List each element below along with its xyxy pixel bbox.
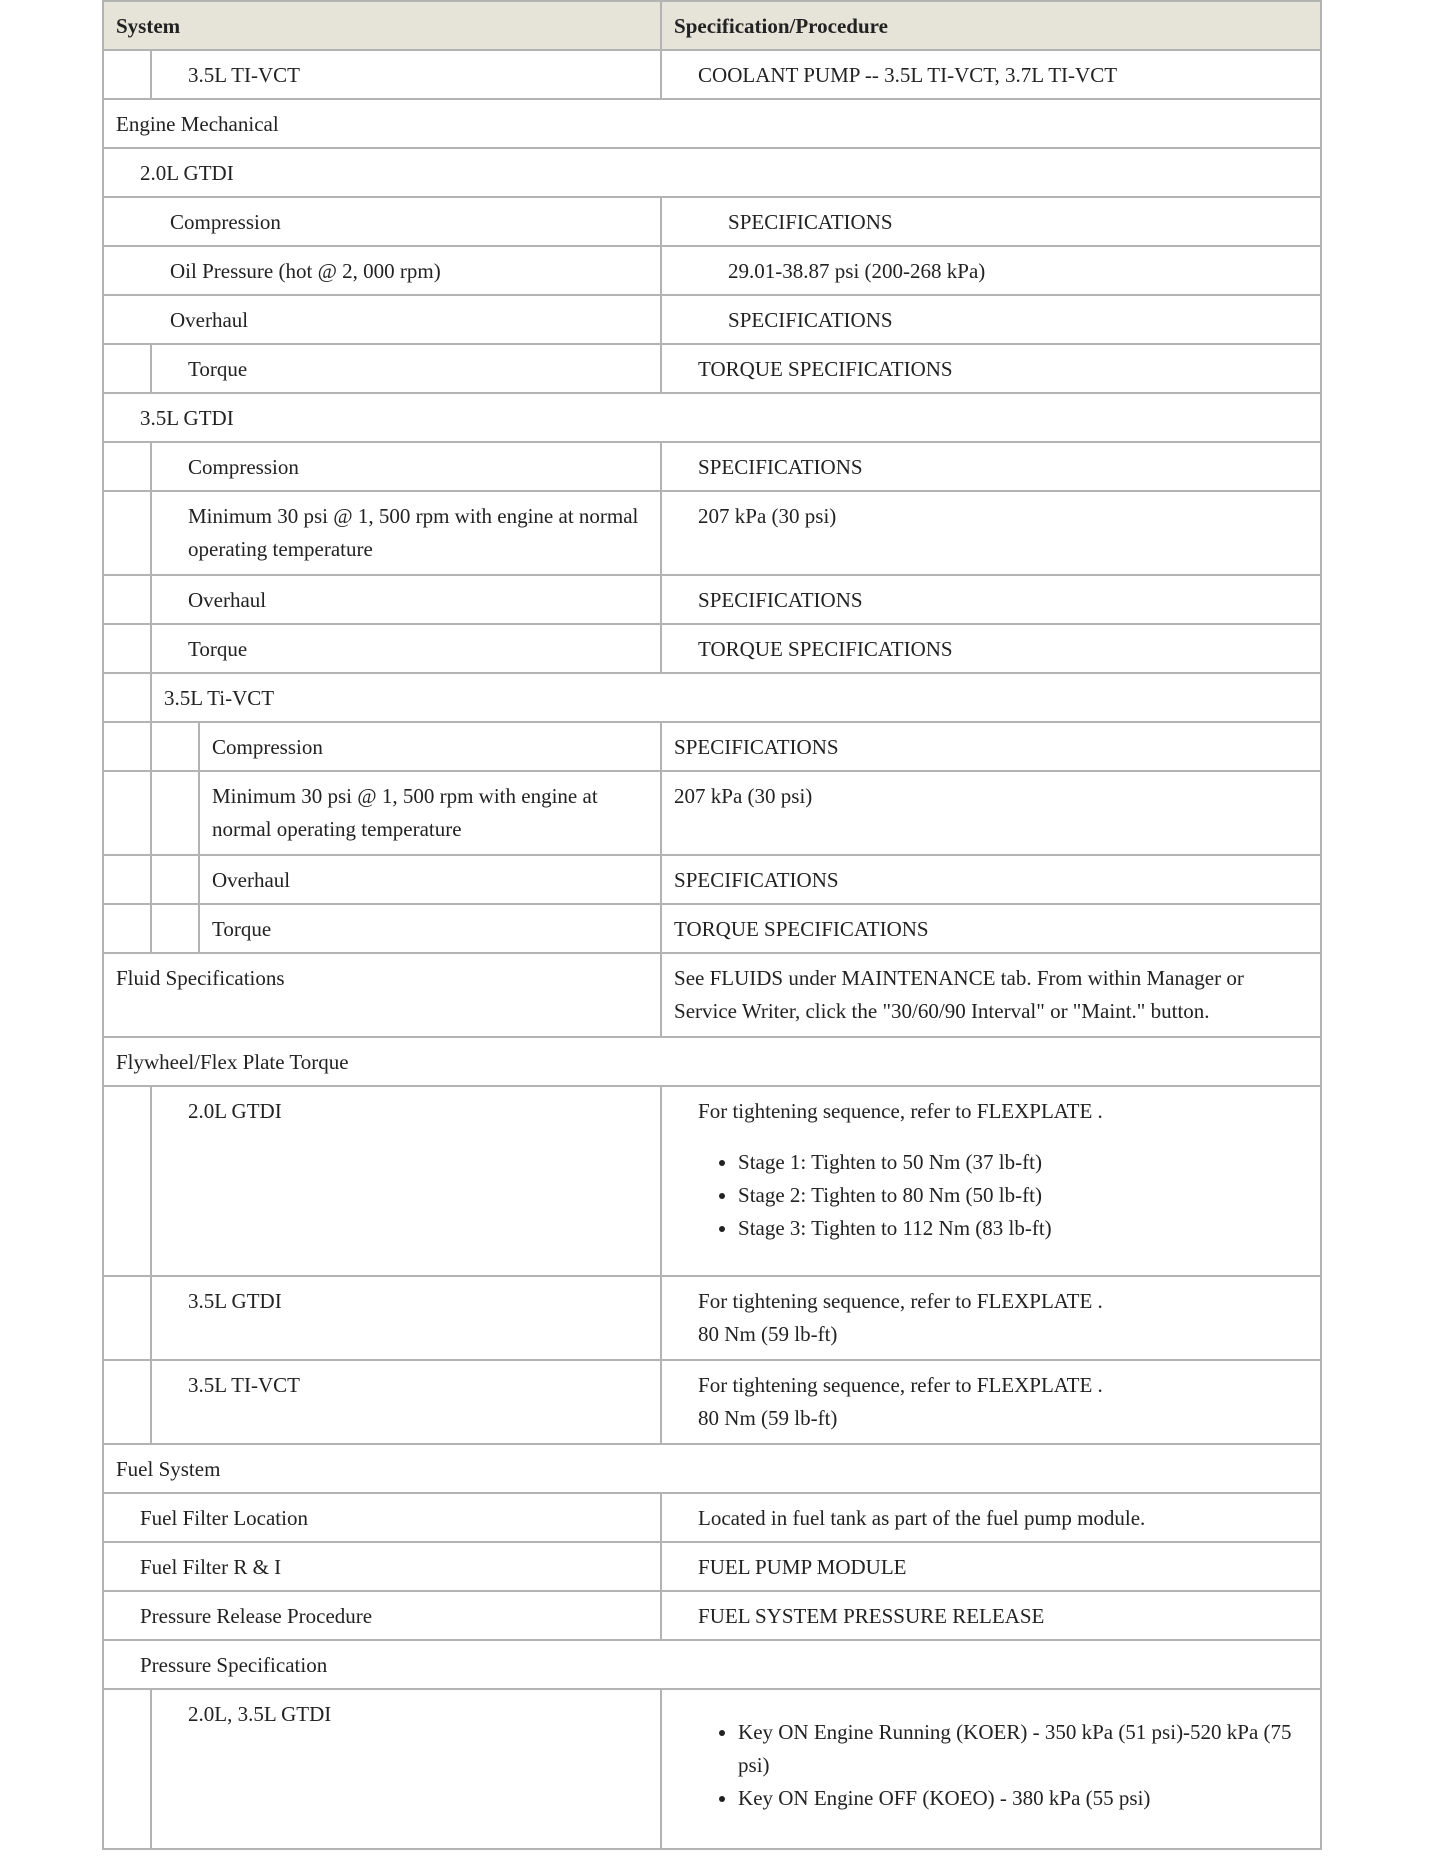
torque-value: 80 Nm (59 lb-ft) bbox=[698, 1322, 838, 1346]
indent-cell bbox=[103, 1689, 151, 1849]
column-header-spec: Specification/Procedure bbox=[661, 1, 1321, 50]
row-label: Fuel Filter Location bbox=[140, 1506, 308, 1530]
section-row bbox=[103, 1037, 1321, 1086]
indent-cell bbox=[151, 855, 199, 904]
row-label: Minimum 30 psi @ 1, 500 rpm with engine at normal operating temperature bbox=[212, 784, 598, 841]
indent-cell bbox=[103, 344, 151, 393]
indent-cell bbox=[103, 442, 151, 491]
indent-cell bbox=[103, 50, 151, 99]
column-header-system: System bbox=[103, 1, 661, 50]
row-value: FUEL SYSTEM PRESSURE RELEASE bbox=[698, 1604, 1045, 1628]
row-label: Fluid Specifications bbox=[116, 966, 285, 990]
table-row bbox=[103, 575, 1321, 624]
row-value bbox=[662, 1087, 1320, 1253]
indent-cell bbox=[103, 491, 151, 575]
row-value: Located in fuel tank as part of the fuel pump module. bbox=[698, 1506, 1146, 1530]
list-item: • Key ON Engine Running (KOER) - 350 kPa (51 psi)-520 kPa (75 psi) bbox=[738, 1716, 1308, 1782]
row-label: Oil Pressure (hot @ 2, 000 rpm) bbox=[170, 259, 441, 283]
indent-cell bbox=[103, 904, 151, 953]
row-label: Compression bbox=[212, 735, 323, 759]
table-row bbox=[103, 295, 1321, 344]
row-label: Overhaul bbox=[170, 308, 249, 332]
table-row bbox=[103, 1689, 1321, 1849]
row-label: 3.5L TI-VCT bbox=[188, 1373, 300, 1397]
indent-cell bbox=[103, 722, 151, 771]
row-label: Pressure Release Procedure bbox=[140, 1604, 373, 1628]
row-value: SPECIFICATIONS bbox=[728, 308, 893, 332]
row-label: 3.5L GTDI bbox=[188, 1289, 282, 1313]
subsection-title: 3.5L Ti-VCT bbox=[164, 686, 275, 710]
subsection-title: 3.5L GTDI bbox=[140, 406, 234, 430]
row-label: Minimum 30 psi @ 1, 500 rpm with engine at normal operating temperature bbox=[188, 504, 639, 561]
row-value: SPECIFICATIONS bbox=[698, 588, 863, 612]
section-title: Fuel System bbox=[116, 1457, 221, 1481]
row-value: TORQUE SPECIFICATIONS bbox=[698, 357, 953, 381]
table-row bbox=[103, 904, 1321, 953]
pressure-spec-list bbox=[698, 1716, 1308, 1815]
row-value: SPECIFICATIONS bbox=[674, 868, 839, 892]
section-row bbox=[103, 99, 1321, 148]
table-row bbox=[103, 1493, 1321, 1542]
row-value: TORQUE SPECIFICATIONS bbox=[698, 637, 953, 661]
flexplate-reference: For tightening sequence, refer to FLEXPLATE . bbox=[698, 1373, 1103, 1397]
table-row bbox=[103, 1591, 1321, 1640]
table-row bbox=[103, 855, 1321, 904]
indent-cell bbox=[103, 771, 151, 855]
table-row bbox=[103, 197, 1321, 246]
subsection-row bbox=[103, 1640, 1321, 1689]
subsection-title: 2.0L GTDI bbox=[140, 161, 234, 185]
table-row bbox=[103, 50, 1321, 99]
table-row bbox=[103, 1360, 1321, 1444]
section-title: Flywheel/Flex Plate Torque bbox=[116, 1050, 349, 1074]
indent-cell bbox=[103, 1086, 151, 1276]
indent-cell bbox=[151, 904, 199, 953]
subsection-row bbox=[103, 148, 1321, 197]
row-label: Torque bbox=[188, 357, 248, 381]
row-value: TORQUE SPECIFICATIONS bbox=[674, 917, 929, 941]
table-row bbox=[103, 491, 1321, 575]
list-item: • Stage 2: Tighten to 80 Nm (50 lb-ft) bbox=[738, 1179, 1308, 1212]
table-row bbox=[103, 1086, 1321, 1276]
row-value: 207 kPa (30 psi) bbox=[674, 784, 813, 808]
subsection-row bbox=[103, 393, 1321, 442]
row-value bbox=[662, 1690, 1320, 1823]
list-item: • Stage 1: Tighten to 50 Nm (37 lb-ft) bbox=[738, 1146, 1308, 1179]
row-label: Torque bbox=[212, 917, 272, 941]
row-value: See FLUIDS under MAINTENANCE tab. From within Manager or Service Writer, click the "30/60/90 Interval" or "Maint." button. bbox=[674, 966, 1244, 1023]
row-label: Torque bbox=[188, 637, 248, 661]
row-label: Overhaul bbox=[212, 868, 291, 892]
list-item: • Key ON Engine OFF (KOEO) - 380 kPa (55 psi) bbox=[738, 1782, 1308, 1815]
indent-cell bbox=[151, 771, 199, 855]
row-value: FUEL PUMP MODULE bbox=[698, 1555, 907, 1579]
indent-cell bbox=[103, 575, 151, 624]
row-value: 207 kPa (30 psi) bbox=[698, 504, 837, 528]
table-row bbox=[103, 953, 1321, 1037]
section-title: Engine Mechanical bbox=[116, 112, 279, 136]
row-label: 2.0L GTDI bbox=[188, 1099, 282, 1123]
table-header-row bbox=[103, 1, 1321, 50]
row-value: COOLANT PUMP -- 3.5L TI-VCT, 3.7L TI-VCT bbox=[698, 63, 1118, 87]
indent-cell bbox=[103, 1276, 151, 1360]
row-label: Fuel Filter R & I bbox=[140, 1555, 282, 1579]
torque-stages-list bbox=[698, 1146, 1308, 1245]
indent-cell bbox=[103, 624, 151, 673]
section-row bbox=[103, 1444, 1321, 1493]
subsection-title: Pressure Specification bbox=[140, 1653, 328, 1677]
flexplate-reference: For tightening sequence, refer to FLEXPLATE . bbox=[698, 1289, 1103, 1313]
row-label: Overhaul bbox=[188, 588, 267, 612]
list-item: • Stage 3: Tighten to 112 Nm (83 lb-ft) bbox=[738, 1212, 1308, 1245]
row-label: 2.0L, 3.5L GTDI bbox=[188, 1702, 332, 1726]
table-row bbox=[103, 1276, 1321, 1360]
indent-cell bbox=[103, 673, 151, 722]
table-row bbox=[103, 722, 1321, 771]
torque-value: 80 Nm (59 lb-ft) bbox=[698, 1406, 838, 1430]
table-row bbox=[103, 624, 1321, 673]
indent-cell bbox=[103, 1360, 151, 1444]
table-row bbox=[103, 246, 1321, 295]
row-value bbox=[662, 1361, 1320, 1443]
subsection-row bbox=[103, 673, 1321, 722]
table-row bbox=[103, 771, 1321, 855]
row-label: Compression bbox=[188, 455, 299, 479]
row-value bbox=[662, 1277, 1320, 1359]
indent-cell bbox=[151, 722, 199, 771]
table-row bbox=[103, 344, 1321, 393]
row-label: 3.5L TI-VCT bbox=[188, 63, 300, 87]
row-value: SPECIFICATIONS bbox=[674, 735, 839, 759]
row-label: Compression bbox=[170, 210, 281, 234]
row-value: 29.01-38.87 psi (200-268 kPa) bbox=[728, 259, 986, 283]
flexplate-reference: For tightening sequence, refer to FLEXPLATE . bbox=[698, 1099, 1103, 1123]
specifications-table bbox=[102, 0, 1322, 1850]
row-value: SPECIFICATIONS bbox=[728, 210, 893, 234]
table-row bbox=[103, 442, 1321, 491]
table-row bbox=[103, 1542, 1321, 1591]
row-value: SPECIFICATIONS bbox=[698, 455, 863, 479]
indent-cell bbox=[103, 855, 151, 904]
